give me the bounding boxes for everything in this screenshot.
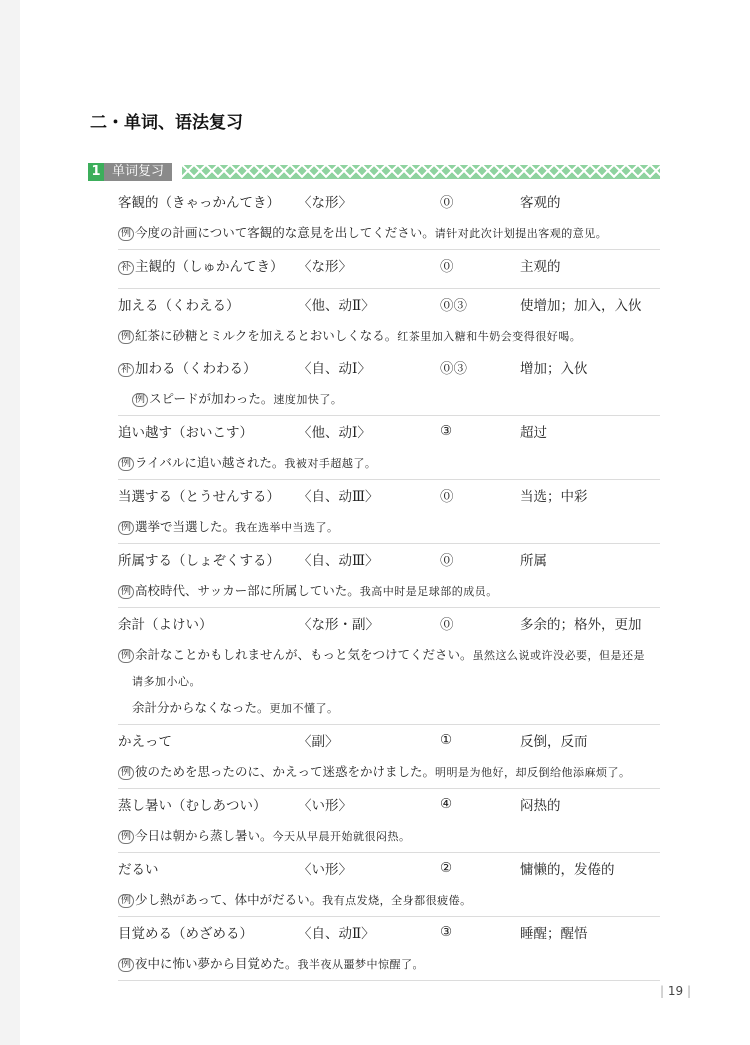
- entry-pos: 〈い形〉: [298, 862, 352, 878]
- entry-pos: 〈自、动Ⅰ〉: [298, 361, 371, 377]
- example-sentence: [118, 819, 660, 852]
- example-mark: 例: [118, 227, 134, 241]
- example-jp: 余計分からなくなった。: [132, 700, 270, 715]
- entry-meaning: 增加；入伙: [520, 361, 588, 377]
- subsection-header: [88, 162, 660, 182]
- entry-pos: 〈他、动Ⅰ〉: [298, 425, 371, 441]
- example-cn: 速度加快了。: [273, 393, 343, 406]
- example-sentence: [118, 319, 660, 352]
- example-jp: ライバルに追い越された。: [135, 455, 285, 470]
- entry-head: [118, 853, 660, 883]
- entry-head: [118, 725, 660, 755]
- example-jp: 選挙で当選した。: [135, 519, 236, 534]
- entry-accent: ⓪③: [440, 361, 467, 377]
- example-sentence: [118, 216, 660, 249]
- example-mark: 例: [118, 649, 134, 663]
- example-cn: 明明是为他好，却反倒给他添麻烦了。: [435, 766, 631, 779]
- entry-meaning: 睡醒；醒悟: [520, 926, 588, 942]
- example-cn: 我高中时是足球部的成员。: [359, 585, 498, 598]
- entry-accent: ③: [440, 423, 453, 439]
- entry-pos: 〈自、动Ⅱ〉: [298, 926, 375, 942]
- vocab-entry: [118, 853, 660, 917]
- entry-meaning: 超过: [520, 425, 547, 441]
- vocab-entry: [118, 789, 660, 853]
- entry-pos: 〈他、动Ⅱ〉: [298, 298, 375, 314]
- subsection-number: 1: [88, 163, 104, 181]
- entry-meaning: 反倒，反而: [520, 734, 588, 750]
- entry-pos: 〈な形・副〉: [298, 617, 379, 633]
- vocab-entry: [118, 480, 660, 544]
- example-cn: 我在选举中当选了。: [235, 521, 339, 534]
- entry-pos: 〈副〉: [298, 734, 339, 750]
- entry-meaning: 当选；中彩: [520, 489, 588, 505]
- example-cn: 我半夜从噩梦中惊醒了。: [297, 958, 425, 971]
- entry-head: [118, 544, 660, 574]
- example-cn: 我有点发烧，全身都很疲倦。: [322, 894, 472, 907]
- example-jp: 彼のためを思ったのに、かえって迷惑をかけました。: [135, 764, 436, 779]
- example-cn: 虽然这么说或许没必要，但是还是: [472, 649, 646, 662]
- entry-pos: 〈自、动Ⅲ〉: [298, 553, 379, 569]
- example-jp: 今度の計画について客観的な意見を出してください。: [135, 225, 435, 240]
- entry-pos: 〈自、动Ⅲ〉: [298, 489, 379, 505]
- example-mark: 例: [118, 330, 134, 344]
- example-mark: 例: [118, 521, 134, 535]
- example-mark: 例: [118, 457, 134, 471]
- example-cn: 红茶里加入糖和牛奶会变得很好喝。: [397, 330, 582, 343]
- entry-meaning: 客观的: [520, 195, 561, 211]
- vocab-entry: [118, 725, 660, 789]
- vocab-entry: [118, 608, 660, 725]
- example-mark: 例: [118, 958, 134, 972]
- entry-accent: ⓪: [440, 489, 454, 505]
- example-sentence: [118, 691, 660, 724]
- entry-word: かえって: [118, 734, 172, 750]
- entry-head: [118, 250, 660, 280]
- example-sentence: [118, 510, 660, 543]
- example-sentence: [118, 638, 660, 691]
- entry-meaning: 所属: [520, 553, 547, 569]
- example-mark: 例: [118, 830, 134, 844]
- entry-head: [118, 608, 660, 638]
- example-sentence: [118, 755, 660, 788]
- vocab-entry: [118, 289, 660, 352]
- entry-word: 加える（くわえる）: [118, 298, 240, 314]
- supplement-mark: 补: [118, 363, 134, 377]
- example-cn: 请针对此次计划提出客观的意见。: [434, 227, 608, 240]
- entry-head: [118, 186, 660, 216]
- entry-meaning: 主观的: [520, 259, 561, 275]
- entry-pos: 〈い形〉: [298, 798, 352, 814]
- vocab-entry: [118, 352, 660, 416]
- example-sentence: [118, 382, 660, 415]
- entry-word: 加わる（くわわる）: [135, 361, 257, 377]
- vocabulary-list: [118, 186, 660, 981]
- entry-word: 余計（よけい）: [118, 617, 213, 633]
- entry-accent: ①: [440, 732, 453, 748]
- entry-accent: ⓪: [440, 195, 454, 211]
- example-jp: 少し熱があって、体中がだるい。: [135, 892, 323, 907]
- entry-accent: ③: [440, 924, 453, 940]
- subsection-label: 单词复习: [104, 163, 172, 181]
- example-sentence: [118, 446, 660, 479]
- entry-pos: 〈な形〉: [298, 259, 352, 275]
- entry-meaning: 多余的；格外，更加: [520, 617, 642, 633]
- page: [20, 0, 750, 1045]
- entry-accent: ④: [440, 796, 453, 812]
- example-jp: 紅茶に砂糖とミルクを加えるとおいしくなる。: [135, 328, 398, 343]
- page-number-value: 19: [667, 984, 684, 998]
- example-sentence: [118, 574, 660, 607]
- example-jp: 高校時代、サッカー部に所属していた。: [135, 583, 360, 598]
- example-mark: 例: [118, 894, 134, 908]
- example-jp: 夜中に怖い夢から目覚めた。: [135, 956, 298, 971]
- entry-word: 所属する（しょぞくする）: [118, 553, 280, 569]
- vocab-entry: [118, 917, 660, 981]
- entry-head: [118, 289, 660, 319]
- entry-word: だるい: [118, 862, 159, 878]
- entry-head: [118, 480, 660, 510]
- entry-head: [118, 917, 660, 947]
- entry-accent: ⓪: [440, 553, 454, 569]
- vocab-entry: [118, 416, 660, 480]
- example-jp: 余計なことかもしれませんが、もっと気をつけてください。: [135, 647, 473, 662]
- entry-meaning: 闷热的: [520, 798, 561, 814]
- decorative-band: [182, 165, 660, 179]
- entry-word: 客観的（きゃっかんてき）: [118, 195, 280, 211]
- entry-head: [118, 789, 660, 819]
- example-sentence: [118, 947, 660, 980]
- entry-accent: ⓪③: [440, 298, 467, 314]
- vocab-entry: [118, 186, 660, 250]
- entry-accent: ②: [440, 860, 453, 876]
- vocab-entry: [118, 250, 660, 289]
- example-jp: 今日は朝から蒸し暑い。: [135, 828, 273, 843]
- vocab-entry: [118, 544, 660, 608]
- entry-word: 蒸し暑い（むしあつい）: [118, 798, 267, 814]
- page-number: | 19 |: [660, 984, 692, 998]
- example-cn: 今天从早晨开始就很闷热。: [272, 830, 411, 843]
- example-cn-continued: 请多加小心。: [132, 675, 201, 688]
- entry-pos: 〈な形〉: [298, 195, 352, 211]
- section-title: 二・单词、语法复习: [90, 113, 243, 133]
- entry-word: 目覚める（めざめる）: [118, 926, 253, 942]
- entry-word: 主観的（しゅかんてき）: [135, 259, 284, 275]
- example-cn: 更加不懂了。: [269, 702, 339, 715]
- example-mark: 例: [118, 766, 134, 780]
- entry-accent: ⓪: [440, 259, 454, 275]
- entry-word: 当選する（とうせんする）: [118, 489, 280, 505]
- entry-meaning: 慵懒的，发倦的: [520, 862, 615, 878]
- example-jp: スピードが加わった。: [149, 391, 274, 406]
- entry-head: [118, 416, 660, 446]
- entry-word: 追い越す（おいこす）: [118, 425, 253, 441]
- example-mark: 例: [118, 585, 134, 599]
- entry-meaning: 使增加；加入，入伙: [520, 298, 642, 314]
- example-cn: 我被对手超越了。: [284, 457, 377, 470]
- entry-head: [118, 352, 660, 382]
- supplement-mark: 补: [118, 261, 134, 275]
- example-sentence: [118, 883, 660, 916]
- entry-accent: ⓪: [440, 617, 454, 633]
- example-mark: 例: [132, 393, 148, 407]
